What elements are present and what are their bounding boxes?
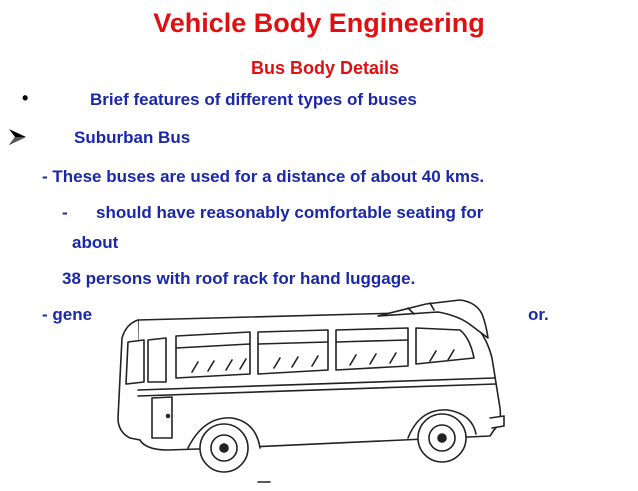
- slide-subtitle: Bus Body Details: [250, 58, 400, 78]
- arrow-bullet-icon: [6, 127, 28, 147]
- side-window-3: [336, 328, 408, 370]
- body-line-4-start: - gene: [42, 305, 93, 324]
- section-heading: Suburban Bus: [74, 128, 191, 147]
- side-window-1: [176, 332, 250, 378]
- body-line-2: should have reasonably comfortable seating for: [96, 203, 484, 222]
- rear-side-window: [148, 338, 166, 382]
- body-line-2-dash: -: [62, 203, 68, 222]
- side-window-2: [258, 330, 328, 374]
- body-line-1: - These buses are used for a distance of about 40 kms.: [42, 167, 485, 186]
- body-line-4-end: or.: [528, 305, 549, 324]
- bus-illustration: [108, 298, 528, 488]
- rear-window: [126, 340, 144, 384]
- bullet-text: Brief features of different types of buses: [90, 90, 417, 109]
- front-bumper: [490, 416, 504, 428]
- round-bullet-icon: •: [22, 88, 29, 108]
- body-line-2-continued: about: [72, 233, 119, 252]
- body-line-3: 38 persons with roof rack for hand luggage.: [62, 269, 416, 288]
- slide-title: Vehicle Body Engineering: [153, 8, 485, 38]
